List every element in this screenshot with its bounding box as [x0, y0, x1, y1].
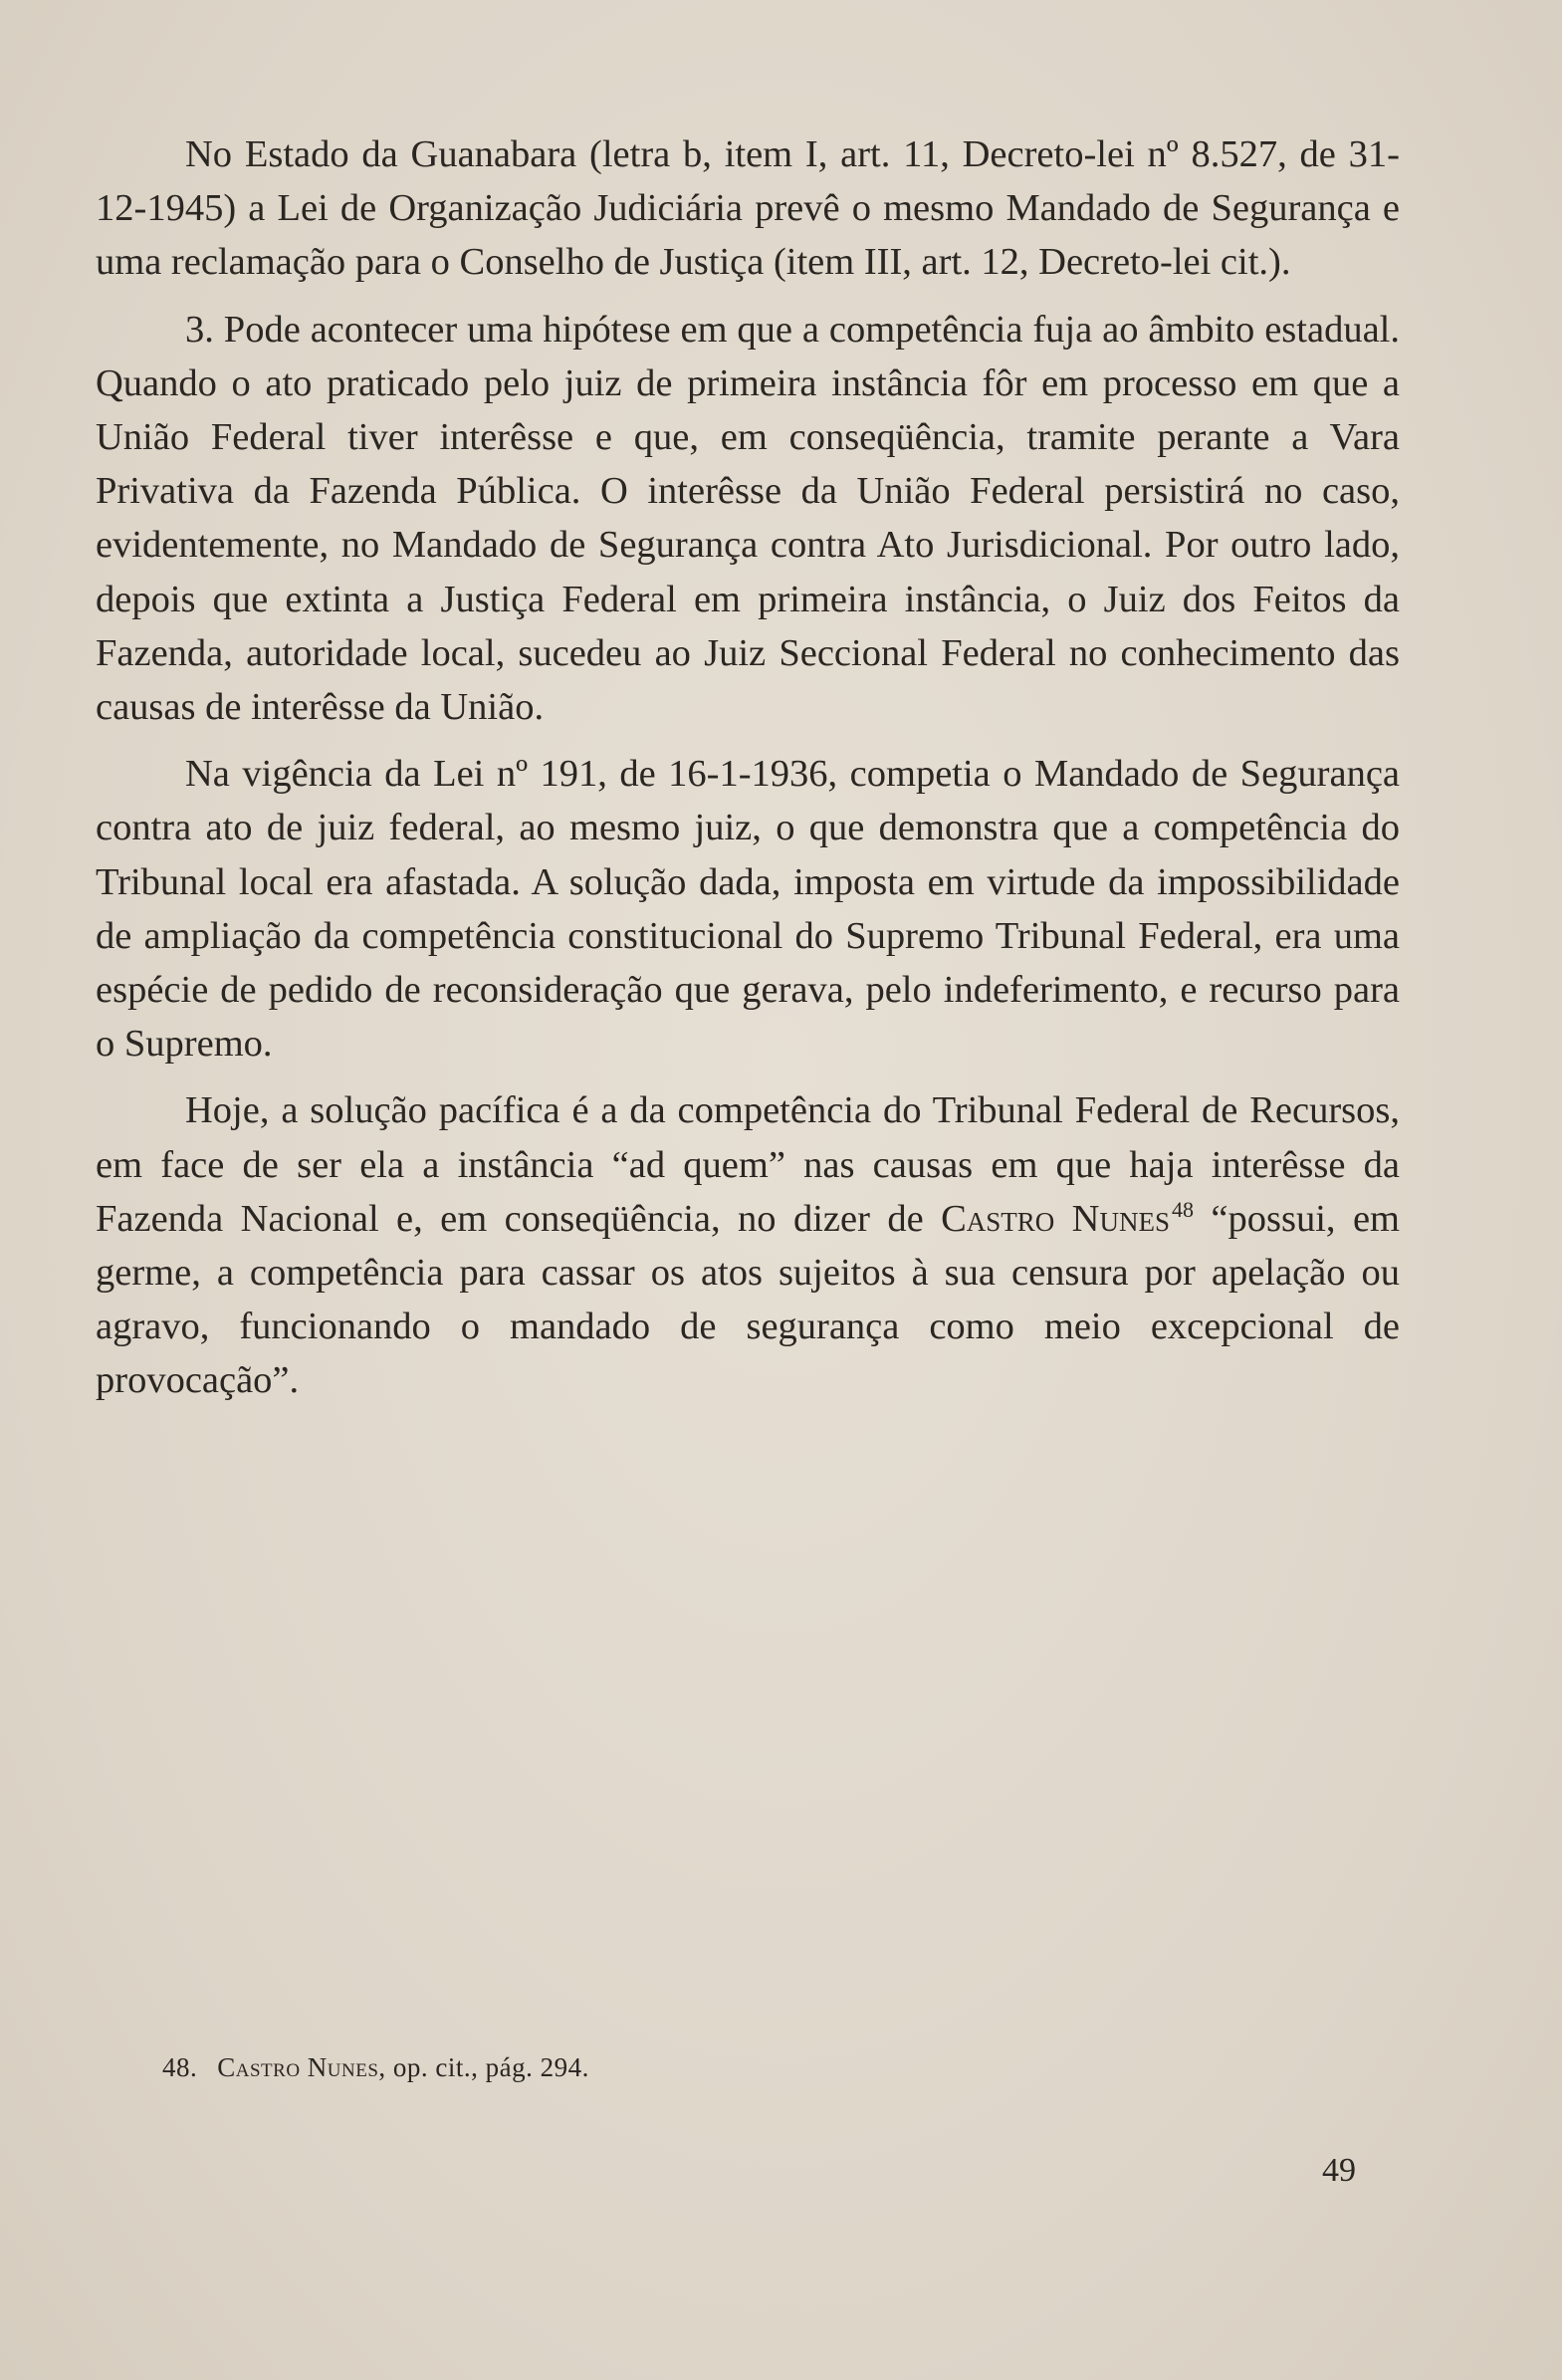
footnote [162, 2049, 589, 2085]
paragraph-4-text-after: “possui, em germe, a competência para cassar os atos sujeitos à sua censura por apelação ou agravo, funcionando o mandado de segurança como meio excepcional de provocação”. [96, 1197, 1400, 1402]
footnote-reference: 48 [1172, 1197, 1194, 1223]
footnote-number: 48. [162, 2052, 198, 2082]
paragraph-4 [96, 1083, 1400, 1407]
footnote-text: , op. cit., pág. 294. [378, 2052, 589, 2082]
paragraph-4-text-before: Hoje, a solução pacífica é a da competência do Tribunal Federal de Recursos, em face de ser ela a instância “ad quem” nas causas em que haja interêsse da Fazenda Nacional e, em conseqüência, no dizer de [96, 1089, 1400, 1240]
paragraph-3: Na vigência da Lei nº 191, de 16-1-1936, competia o Mandado de Segurança contra ato de juiz federal, ao mesmo juiz, o que demonstra que a competência do Tribunal local era afastada. A solução dada, imposta em virtude da impossibilidade de ampliação da competência constitucional do Supremo Tribunal Federal, era uma espécie de pedido de reconsideração que gerava, pelo indeferimento, e recurso para o Supremo. [96, 753, 1400, 1066]
paragraph-2: 3. Pode acontecer uma hipótese em que a competência fuja ao âmbito estadual. Quando o ato praticado pelo juiz de primeira instância fôr em processo em que a União Federal tiver interêsse e que, em conseqüência, tramite perante a Vara Privativa da Fazenda Pública. O interêsse da União Federal persistirá no caso, evidentemente, no Mandado de Segurança contra Ato Jurisdicional. Por outro lado, depois que extinta a Justiça Federal em primeira instância, o Juiz dos Feitos da Fazenda, autoridade local, sucedeu ao Juiz Seccional Federal no conhecimento das causas de interêsse da União. [96, 308, 1400, 729]
footnote-author: Castro Nunes [217, 2052, 379, 2082]
page-number: 49 [1322, 2152, 1356, 2189]
body-text [96, 127, 1400, 1408]
cited-author: Castro Nunes [941, 1197, 1170, 1240]
paragraph-1: No Estado da Guanabara (letra b, item I, art. 11, Decreto-lei nº 8.527, de 31-12-1945) a Lei de Organização Judiciária prevê o mesmo Mandado de Segurança e uma reclamação para o Conselho de Justiça (item III, art. 12, Decreto-lei cit.). [96, 133, 1400, 284]
